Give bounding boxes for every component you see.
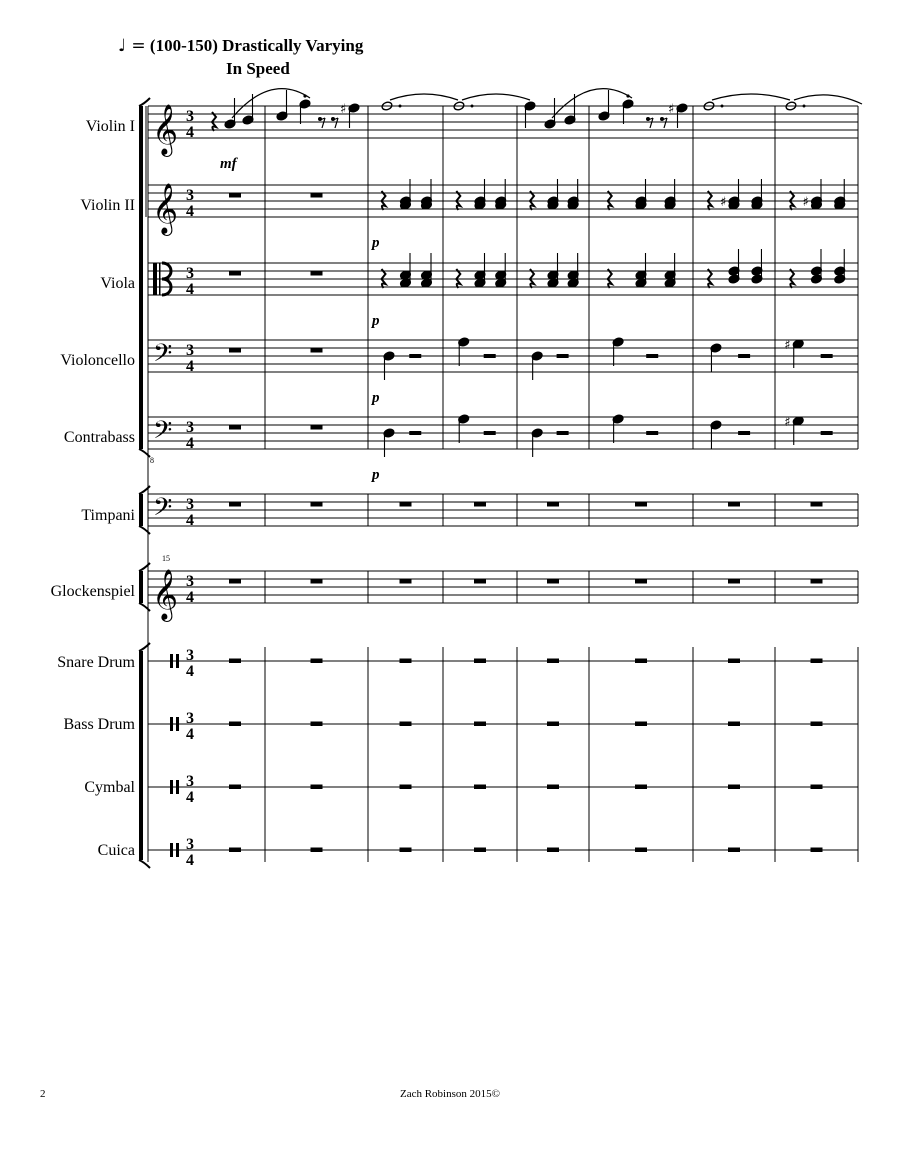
- instrument-name-violoncello: Violoncello: [60, 352, 135, 369]
- tie: [794, 95, 862, 104]
- whole-rest: [311, 848, 323, 853]
- time-signature-bottom: 4: [186, 124, 194, 141]
- alto-clef: [153, 263, 157, 295]
- treble-clef: 𝄞: [152, 569, 179, 620]
- octave-8vb-mark: 8: [150, 456, 154, 465]
- time-signature-bottom: 4: [186, 663, 194, 680]
- tie: [462, 94, 530, 100]
- augmentation-dot: [803, 105, 806, 108]
- whole-rest: [728, 502, 740, 507]
- sharp-accidental: ♯: [668, 102, 675, 117]
- bass-clef: 𝄢: [153, 416, 173, 451]
- half-rest: [409, 431, 421, 435]
- whole-rest: [311, 348, 323, 353]
- whole-rest: [400, 722, 412, 727]
- whole-rest: [547, 659, 559, 664]
- instrument-name-bass-drum: Bass Drum: [63, 716, 135, 733]
- alto-clef-thin: [159, 263, 161, 295]
- time-signature-top: 3: [186, 419, 194, 436]
- whole-rest: [547, 502, 559, 507]
- glockenspiel-bracket: [139, 571, 143, 603]
- whole-rest: [547, 722, 559, 727]
- time-signature-top: 3: [186, 187, 194, 204]
- whole-rest: [474, 579, 486, 584]
- whole-rest: [811, 722, 823, 727]
- time-signature-top: 3: [186, 342, 194, 359]
- treble-clef: 𝄞: [152, 183, 179, 234]
- time-signature-top: 3: [186, 836, 194, 853]
- instrument-name-glockenspiel: Glockenspiel: [50, 583, 135, 600]
- whole-rest: [474, 722, 486, 727]
- instrument-name-cuica: Cuica: [97, 842, 135, 859]
- whole-rest: [311, 579, 323, 584]
- instrument-name-timpani: Timpani: [81, 507, 135, 524]
- percussion-clef: [176, 843, 179, 857]
- instrument-name-cymbal: Cymbal: [84, 779, 135, 796]
- half-rest: [484, 431, 496, 435]
- whole-rest: [728, 579, 740, 584]
- half-rest: [646, 354, 658, 358]
- strings-bracket-hook-top: [139, 98, 150, 106]
- time-signature-bottom: 4: [186, 358, 194, 375]
- time-signature-top: 3: [186, 573, 194, 590]
- whole-rest: [811, 785, 823, 790]
- time-signature-bottom: 4: [186, 789, 194, 806]
- whole-rest: [474, 785, 486, 790]
- whole-rest: [547, 785, 559, 790]
- whole-rest: [229, 722, 241, 727]
- whole-rest: [635, 785, 647, 790]
- percussion-clef: [170, 717, 173, 731]
- octave-15ma-mark: 15: [162, 554, 170, 563]
- whole-rest: [311, 722, 323, 727]
- half-rest: [557, 354, 569, 358]
- whole-rest: [811, 579, 823, 584]
- whole-rest: [229, 848, 241, 853]
- time-signature-bottom: 4: [186, 726, 194, 743]
- time-signature-bottom: 4: [186, 203, 194, 220]
- whole-rest: [635, 579, 647, 584]
- whole-rest: [474, 848, 486, 853]
- whole-rest: [811, 848, 823, 853]
- dynamic-marking: p: [372, 467, 380, 483]
- whole-rest: [229, 659, 241, 664]
- whole-rest: [311, 425, 323, 430]
- whole-rest: [229, 579, 241, 584]
- whole-rest: [547, 579, 559, 584]
- dynamic-marking: p: [372, 390, 380, 406]
- whole-rest: [400, 785, 412, 790]
- whole-rest: [311, 271, 323, 276]
- whole-rest: [474, 502, 486, 507]
- whole-rest: [229, 425, 241, 430]
- page-number: 2: [40, 1088, 46, 1100]
- whole-rest: [311, 502, 323, 507]
- treble-clef: 𝄞: [152, 104, 179, 155]
- whole-rest: [229, 193, 241, 198]
- time-signature-top: 3: [186, 265, 194, 282]
- half-rest: [738, 354, 750, 358]
- augmentation-dot: [721, 105, 724, 108]
- whole-rest: [400, 502, 412, 507]
- percussion-clef: [170, 654, 173, 668]
- percussion-clef: [170, 843, 173, 857]
- augmentation-dot: [471, 105, 474, 108]
- tie: [712, 94, 790, 100]
- sharp-accidental: ♯: [340, 102, 347, 117]
- tempo-text-line1: (100-150) Drastically Varying: [149, 36, 364, 55]
- whole-rest: [728, 848, 740, 853]
- whole-rest: [635, 659, 647, 664]
- half-rest: [738, 431, 750, 435]
- half-rest: [409, 354, 421, 358]
- whole-rest: [547, 848, 559, 853]
- dynamic-marking: p: [372, 313, 380, 329]
- whole-rest: [635, 722, 647, 727]
- half-rest: [646, 431, 658, 435]
- sharp-accidental: ♯: [784, 415, 791, 430]
- half-rest: [557, 431, 569, 435]
- whole-rest: [635, 848, 647, 853]
- whole-rest: [311, 659, 323, 664]
- whole-rest: [811, 502, 823, 507]
- percussion-clef: [176, 780, 179, 794]
- sharp-accidental: ♯: [802, 195, 809, 210]
- half-rest: [484, 354, 496, 358]
- percussion-clef: [170, 780, 173, 794]
- time-signature-top: 3: [186, 710, 194, 727]
- bass-clef: 𝄢: [153, 339, 173, 374]
- dynamic-marking: mf: [220, 156, 237, 172]
- instrument-name-contrabass: Contrabass: [63, 429, 135, 446]
- whole-rest: [400, 659, 412, 664]
- instrument-name-violin-2: Violin II: [80, 197, 135, 214]
- sharp-accidental: ♯: [720, 195, 727, 210]
- half-rest: [821, 431, 833, 435]
- whole-rest: [635, 502, 647, 507]
- augmentation-dot: [399, 105, 402, 108]
- whole-rest: [728, 722, 740, 727]
- time-signature-bottom: 4: [186, 281, 194, 298]
- whole-rest: [311, 785, 323, 790]
- time-signature-top: 3: [186, 773, 194, 790]
- whole-rest: [229, 348, 241, 353]
- whole-rest: [229, 785, 241, 790]
- time-signature-top: 3: [186, 108, 194, 125]
- whole-rest: [474, 659, 486, 664]
- percussion-clef: [176, 654, 179, 668]
- time-signature-bottom: 4: [186, 512, 194, 529]
- time-signature-bottom: 4: [186, 435, 194, 452]
- dynamic-marking: p: [372, 235, 380, 251]
- whole-rest: [229, 271, 241, 276]
- whole-rest: [400, 579, 412, 584]
- whole-rest: [728, 785, 740, 790]
- bass-clef: 𝄢: [153, 493, 173, 528]
- footer-credit: Zach Robinson 2015©: [399, 1088, 500, 1100]
- percussion-bracket: [139, 651, 143, 860]
- whole-rest: [311, 193, 323, 198]
- time-signature-bottom: 4: [186, 852, 194, 869]
- half-rest: [821, 354, 833, 358]
- instrument-name-viola: Viola: [100, 275, 135, 292]
- time-signature-top: 3: [186, 496, 194, 513]
- sharp-accidental: ♯: [784, 338, 791, 353]
- whole-rest: [728, 659, 740, 664]
- percussion-clef: [176, 717, 179, 731]
- tie: [390, 94, 458, 100]
- strings-bracket: [139, 106, 143, 449]
- time-signature-bottom: 4: [186, 589, 194, 606]
- instrument-name-violin-1: Violin I: [85, 118, 135, 135]
- whole-rest: [811, 659, 823, 664]
- instrument-name-snare-drum: Snare Drum: [57, 654, 135, 671]
- tempo-prefix: ♩ =: [118, 36, 146, 56]
- timpani-bracket: [139, 494, 143, 526]
- whole-rest: [400, 848, 412, 853]
- tempo-text-line2: In Speed: [226, 59, 290, 78]
- time-signature-top: 3: [186, 647, 194, 664]
- whole-rest: [229, 502, 241, 507]
